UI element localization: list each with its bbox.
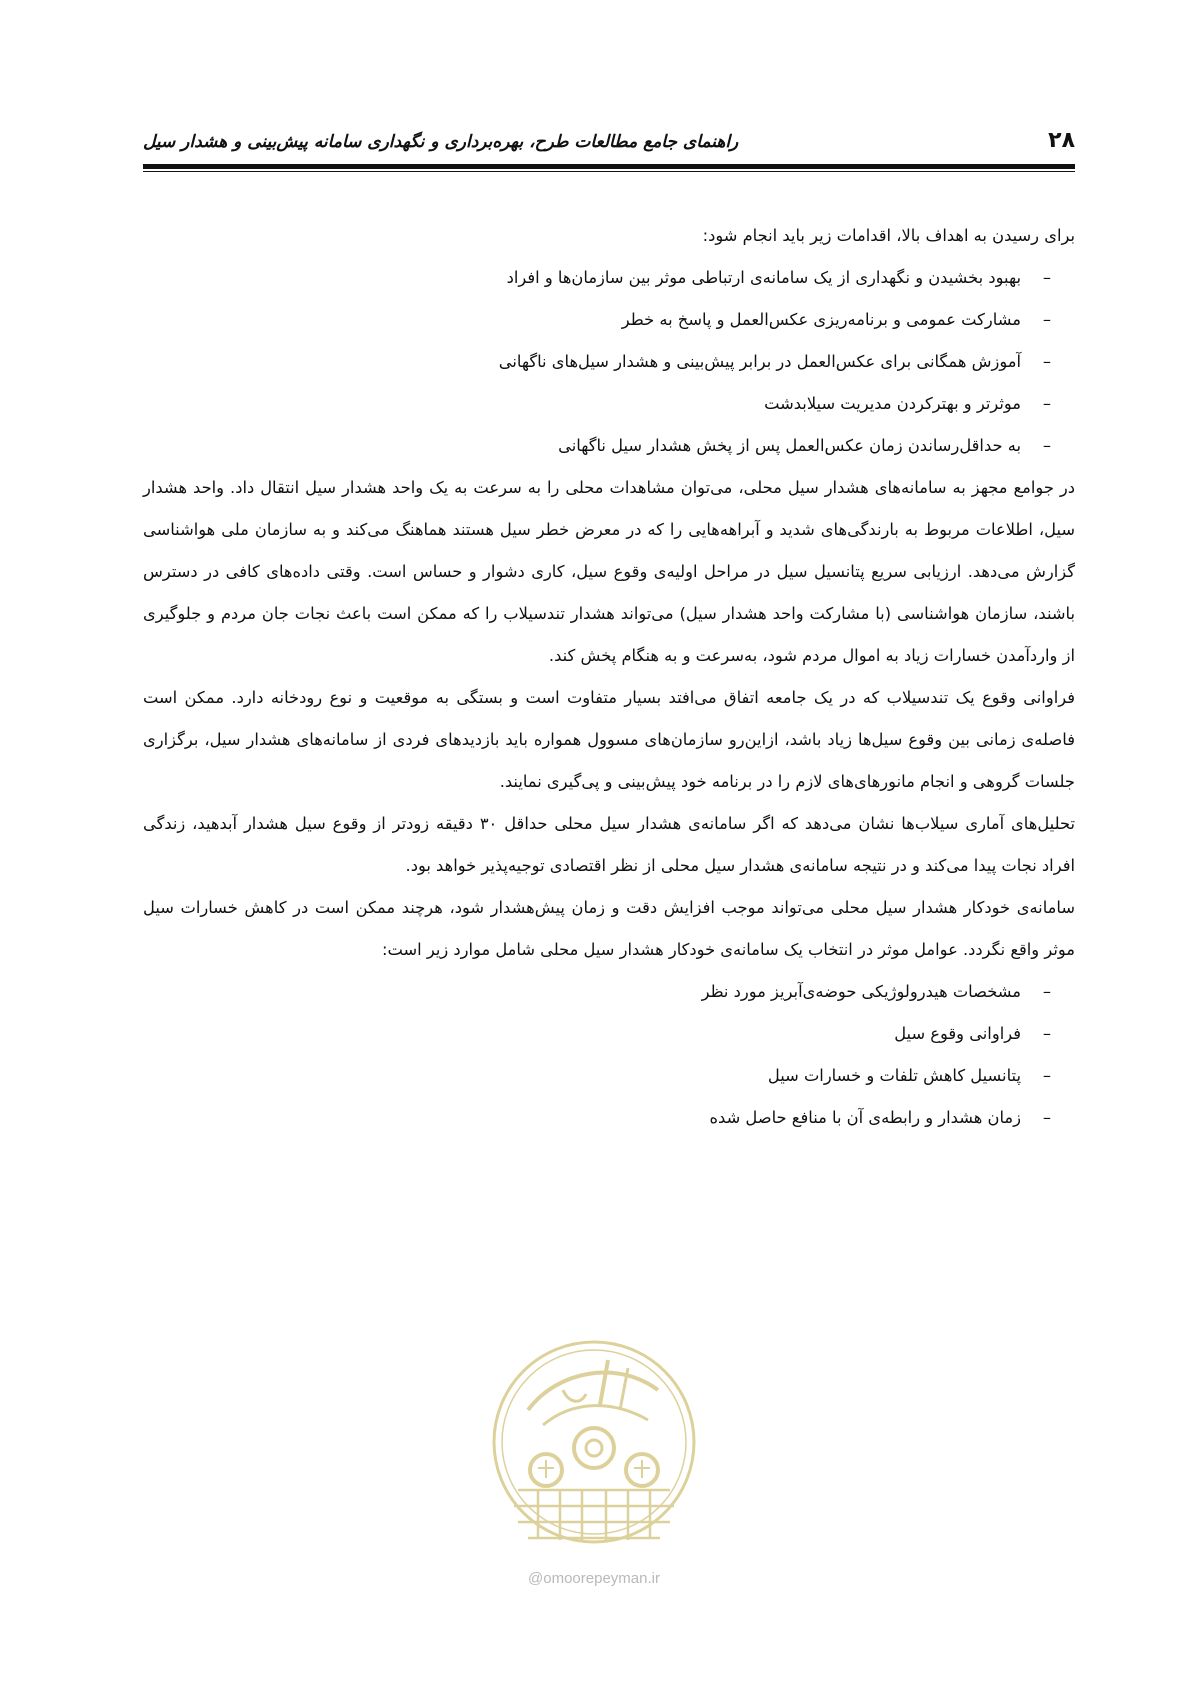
- paragraph-flash-flood-frequency: فراوانی وقوع یک تندسیلاب که در یک جامعه اتفاق می‌افتد بسیار متفاوت است و بستگی به موقعیت و نوع رودخانه دارد. ممکن است فاصله‌ی زمانی بین وقوع سیل‌ها زیاد باشد، ازاین‌رو سازمان‌های مسوول همواره باید بازدیدهای فردی از سامانه‌های هشدار سیل، برگزاری جلسات گروهی و انجام مانورهای‌های لازم را در برنامه خود پیش‌بینی و پی‌گیری نمایند.: [143, 688, 1075, 791]
- list-item: [143, 299, 1051, 341]
- dash-marker: –: [1042, 982, 1051, 1001]
- list-item: [143, 257, 1051, 299]
- list-item: [143, 425, 1051, 467]
- list-item-text: مشخصات هیدرولوژیکی حوضه‌ی‌آبریز مورد نظر: [701, 982, 1021, 1001]
- bullet-list-goals: [143, 257, 1075, 467]
- body-text: [143, 215, 1075, 1139]
- list-item-text: مشارکت عمومی و برنامه‌ریزی عکس‌العمل و پاسخ به خطر: [621, 310, 1021, 329]
- paragraph-local-warning: در جوامع مجهز به سامانه‌های هشدار سیل محلی، می‌توان مشاهدات محلی را به سرعت به یک واحد هشدار سیل انتقال داد. واحد هشدار سیل، اطلاعات مربوط به بارندگی‌های شدید و آبراهه‌هایی را که در معرض خطر سیل هستند هماهنگ می‌کند و به سازمان ملی هواشناسی گزارش می‌دهد. ارزیابی سریع پتانسیل سیل در مراحل اولیه‌ی وقوع سیل، کاری دشوار و حساس است. وقتی داده‌های کافی در دسترس باشند، سازمان هواشناسی (با مشارکت واحد هشدار سیل) می‌تواند هشدار تندسیلاب را که ممکن است باعث نجات جان مردم و جلوگیری از واردآمدن خسارات زیاد به اموال مردم شود، به‌سرعت و به هنگام پخش کند.: [143, 478, 1075, 665]
- paragraph-statistical-analysis: تحلیل‌های آماری سیلاب‌ها نشان می‌دهد که اگر سامانه‌ی هشدار سیل محلی حداقل ۳۰ دقیقه زودتر از وقوع سیل هشدار آبدهید، زندگی افراد نجات پیدا می‌کند و در نتیجه سامانه‌ی هشدار سیل محلی از نظر اقتصادی توجیه‌پذیر خواهد بود.: [143, 814, 1075, 875]
- list-item: [143, 1055, 1051, 1097]
- dash-marker: –: [1042, 1108, 1051, 1127]
- list-item-text: آموزش همگانی برای عکس‌العمل در برابر پیش‌بینی و هشدار سیل‌های ناگهانی: [498, 352, 1021, 371]
- list-item-text: موثرتر و بهترکردن مدیریت سیلابدشت: [764, 394, 1021, 413]
- dash-marker: –: [1042, 268, 1051, 287]
- dash-marker: –: [1042, 394, 1051, 413]
- header-rule-thick: [143, 164, 1075, 169]
- running-title: راهنمای جامع مطالعات طرح، بهره‌برداری و نگهداری سامانه پیش‌بینی و هشدار سیل: [143, 132, 739, 152]
- list-item-text: به حداقل‌رساندن زمان عکس‌العمل پس از پخش هشدار سیل ناگهانی: [558, 436, 1021, 455]
- list-item: [143, 1097, 1051, 1139]
- list-item-text: زمان هشدار و رابطه‌ی آن با منافع حاصل شده: [709, 1108, 1021, 1127]
- dash-marker: –: [1042, 1024, 1051, 1043]
- list-item-text: پتانسیل کاهش تلفات و خسارات سیل: [767, 1066, 1021, 1085]
- bullet-list-factors: [143, 971, 1075, 1139]
- list-item: [143, 971, 1051, 1013]
- dash-marker: –: [1042, 352, 1051, 371]
- list-item: [143, 383, 1051, 425]
- watermark-url: @omoorepeyman.ir: [528, 1570, 660, 1587]
- page-number: ۲۸: [1048, 128, 1075, 153]
- list-item-text: بهبود بخشیدن و نگهداری از یک سامانه‌ی ارتباطی موثر بین سازمان‌ها و افراد: [506, 268, 1021, 287]
- list-item-text: فراوانی وقوع سیل: [894, 1024, 1021, 1043]
- dash-marker: –: [1042, 310, 1051, 329]
- dash-marker: –: [1042, 436, 1051, 455]
- page-header: [143, 128, 1075, 162]
- list-item: [143, 341, 1051, 383]
- dash-marker: –: [1042, 1066, 1051, 1085]
- watermark-logo: [488, 1330, 700, 1570]
- header-rule-thin: [143, 171, 1075, 172]
- list-item: [143, 1013, 1051, 1055]
- intro-line: برای رسیدن به اهداف بالا، اقدامات زیر باید انجام شود:: [702, 226, 1075, 245]
- paragraph-automatic-system: سامانه‌ی خودکار هشدار سیل محلی می‌تواند موجب افزایش دقت و زمان پیش‌هشدار شود، هرچند ممکن است در کاهش خسارات سیل موثر واقع نگردد. عوامل موثر در انتخاب یک سامانه‌ی خودکار هشدار سیل محلی شامل موارد زیر است:: [143, 898, 1075, 959]
